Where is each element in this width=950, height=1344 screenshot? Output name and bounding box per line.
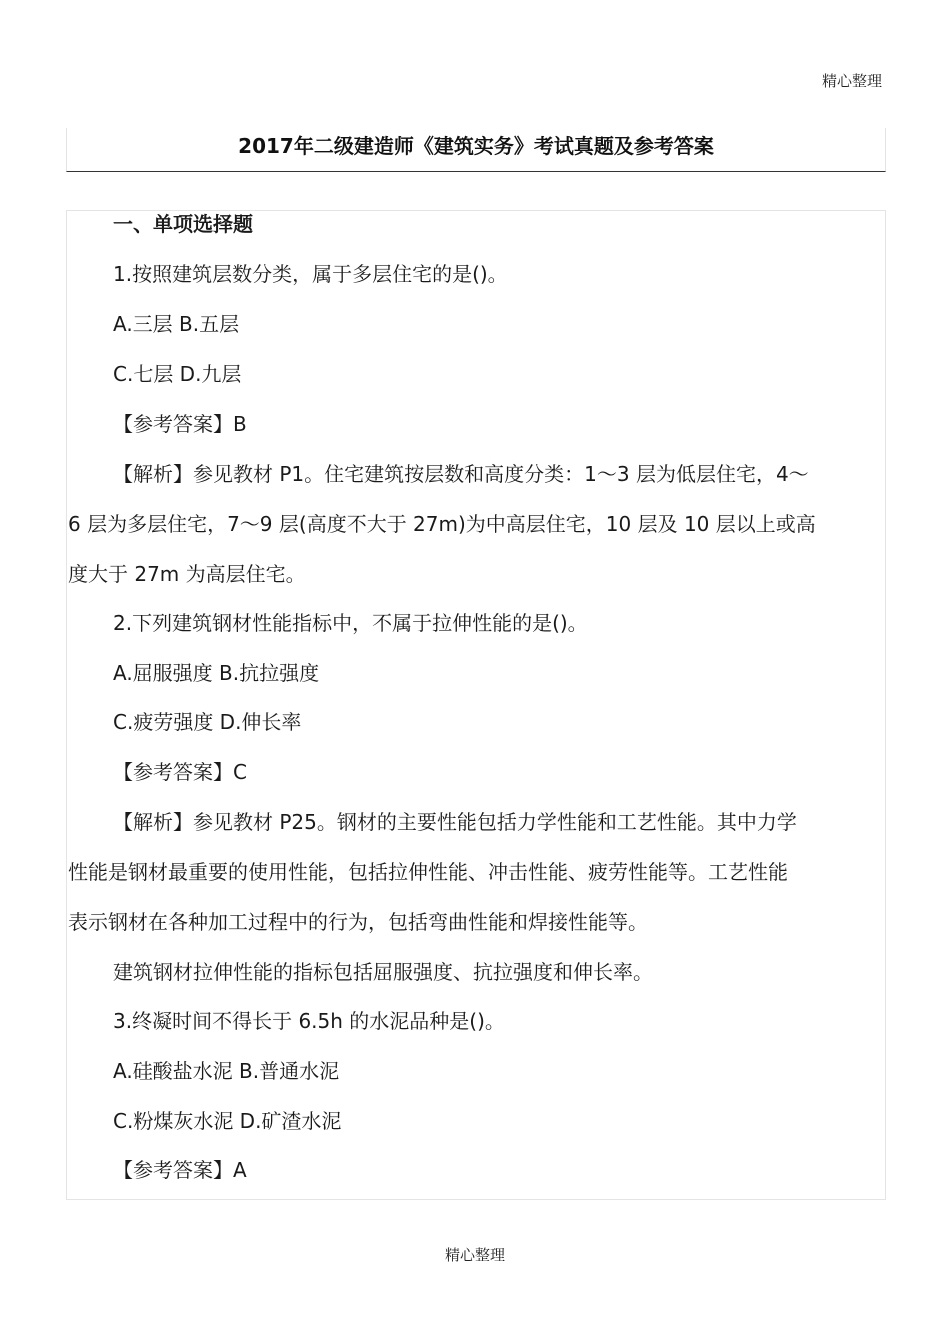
header-note: 精心整理 (821, 72, 882, 90)
question-1-analysis-line-3: 度大于 27m 为高层住宅。 (68, 562, 306, 586)
title-box (66, 128, 886, 172)
question-3-options-cd: C.粉煤灰水泥 D.矿渣水泥 (113, 1109, 342, 1133)
question-2-analysis-line-4: 建筑钢材拉伸性能的指标包括屈服强度、抗拉强度和伸长率。 (113, 960, 653, 984)
question-3-answer: 【参考答案】A (113, 1158, 247, 1182)
document-title: 2017年二级建造师《建筑实务》考试真题及参考答案 (238, 134, 714, 158)
question-1-options-ab: A.三层 B.五层 (113, 312, 240, 336)
question-2-answer: 【参考答案】C (113, 760, 247, 784)
question-1-options-cd: C.七层 D.九层 (113, 362, 242, 386)
question-2-analysis-line-1: 【解析】参见教材 P25。钢材的主要性能包括力学性能和工艺性能。其中力学 (113, 810, 797, 834)
question-2-options-ab: A.屈服强度 B.抗拉强度 (113, 661, 320, 685)
question-3: 3.终凝时间不得长于 6.5h 的水泥品种是()。 (113, 1009, 505, 1033)
question-1-analysis-line-1: 【解析】参见教材 P1。住宅建筑按层数和高度分类：1～3 层为低层住宅，4～ (113, 462, 809, 486)
question-2: 2.下列建筑钢材性能指标中，不属于拉伸性能的是()。 (113, 611, 588, 635)
question-2-analysis-line-2: 性能是钢材最重要的使用性能，包括拉伸性能、冲击性能、疲劳性能等。工艺性能 (68, 860, 788, 884)
footer-note: 精心整理 (444, 1246, 505, 1264)
question-2-options-cd: C.疲劳强度 D.伸长率 (113, 710, 302, 734)
question-3-options-ab: A.硅酸盐水泥 B.普通水泥 (113, 1059, 340, 1083)
question-1-answer: 【参考答案】B (113, 412, 247, 436)
question-1-analysis-line-2: 6 层为多层住宅，7～9 层(高度不大于 27m)为中高层住宅，10 层及 10 层以上或高 (68, 512, 816, 536)
question-2-analysis-line-3: 表示钢材在各种加工过程中的行为，包括弯曲性能和焊接性能等。 (68, 910, 648, 934)
section-title: 一、单项选择题 (113, 212, 253, 236)
question-1: 1.按照建筑层数分类，属于多层住宅的是()。 (113, 262, 508, 286)
